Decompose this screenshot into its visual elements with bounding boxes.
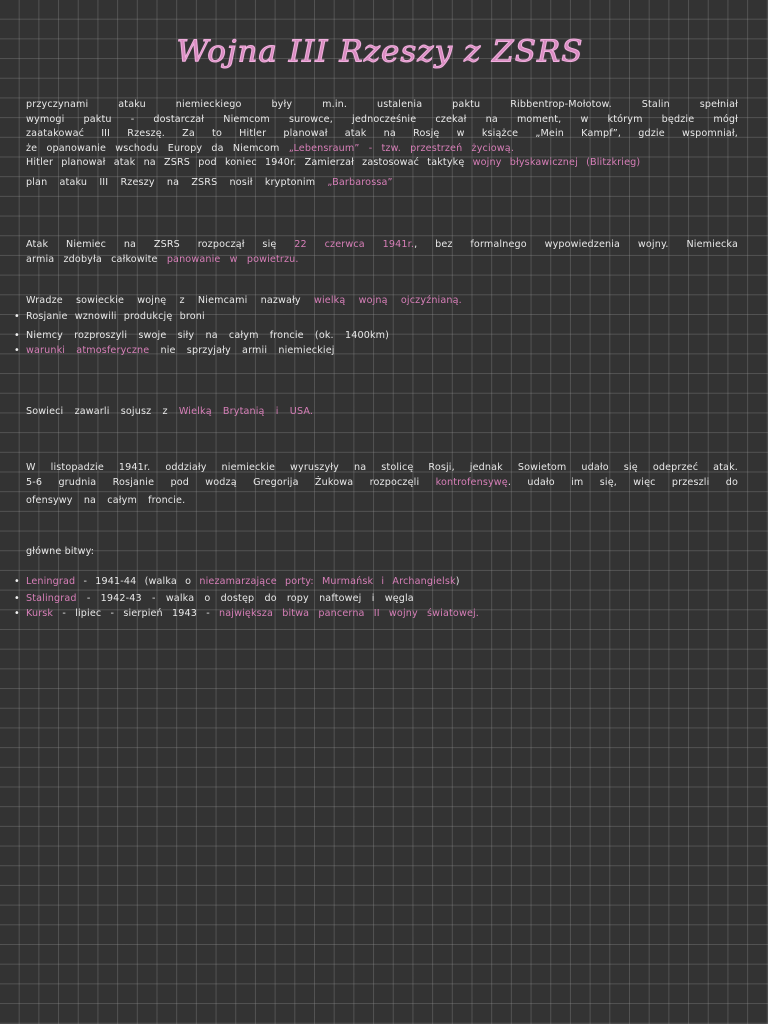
list-item-leningrad (14, 574, 738, 589)
text-line (26, 238, 738, 253)
text-line (26, 294, 738, 309)
bullet-icon: • (14, 576, 20, 587)
text-fragment: . udało im się, więc przeszli do (507, 476, 739, 488)
highlight-allies: Wielką Brytanią i USA. (178, 406, 314, 417)
battle-details: - lipiec - sierpień 1943 - (53, 608, 220, 619)
highlight-lebensraum: „Lebensraum” - tzw. przestrzeń życiową. (288, 142, 515, 154)
text-line: ofensywy na całym froncie. (26, 495, 186, 506)
highlight-patriotic-war: wielką wojną ojczyźnianą. (313, 295, 462, 306)
list-item (14, 309, 738, 324)
text-line: zaatakować III Rzeszę. Za to Hitler planował atak na Rosję w książce „Mein Kampf”, gdzie wspomniał, (26, 128, 738, 139)
list-item-kursk (14, 606, 738, 621)
battle-details: - 1942-43 - walka o dostęp do ropy naftowej i węgla (76, 593, 414, 604)
paragraph-counteroffensive (26, 461, 738, 509)
paragraph-patriotic-war (26, 294, 738, 309)
text-line (26, 405, 738, 420)
text-line (26, 142, 738, 157)
battle-name: Leningrad (26, 576, 76, 587)
text-fragment: Atak Niemiec na ZSRS rozpoczął się (26, 239, 295, 250)
text-line: główne bitwy: (26, 546, 95, 557)
text-line (26, 476, 738, 491)
highlight-air-superiority: panowanie w powietrzu. (166, 253, 299, 265)
battle-highlight: niezamarzające porty: Murmańsk i Archangielsk (199, 576, 456, 587)
list-item (14, 343, 738, 358)
highlight-counteroffensive: kontrofensywę (435, 476, 508, 488)
paragraph-attack (26, 238, 738, 267)
text-line (26, 176, 738, 191)
list-item-text: Rosjanie wznowili produkcję broni (26, 311, 205, 322)
highlight-barbarossa: „Barbarossa” (327, 176, 393, 188)
list-item (14, 328, 738, 343)
battle-name: Kursk (26, 608, 54, 619)
bullet-icon: • (14, 330, 20, 341)
text-fragment: że opanowanie wschodu Europy da Niemcom (26, 142, 289, 154)
bullet-icon: • (14, 311, 20, 322)
text-fragment: Hitler planował atak na ZSRS pod koniec 1940r. Zamierzał zastosować taktykę (26, 157, 473, 168)
text-fragment: armia zdobyła całkowite (26, 253, 167, 265)
text-fragment: Wradze sowieckie wojnę z Niemcami nazwały (26, 295, 314, 306)
text-fragment: , bez formalnego wypowiedzenia wojny. Niemiecka (414, 239, 738, 250)
text-line (26, 253, 738, 268)
list-item-text: nie sprzyjały armii niemieckiej (149, 345, 335, 356)
list-item-stalingrad (14, 591, 738, 606)
text-line: przyczynami ataku niemieckiego były m.in. ustalenia paktu Ribbentrop-Mołotow. Stalin spełniał (26, 99, 738, 110)
paragraph-alliance (26, 405, 738, 420)
battle-details: - 1941-44 (walka o (75, 576, 200, 587)
battle-name: Stalingrad (26, 593, 77, 604)
page-title: Wojna III Rzeszy z ZSRS (176, 34, 584, 70)
bullet-icon: • (14, 608, 20, 619)
text-fragment: 5-6 grudnia Rosjanie pod wodzą Gregorija Żukowa rozpoczęli (26, 476, 436, 488)
list-item-text: Niemcy rozproszyli swoje siły na całym froncie (ok. 1400km) (26, 330, 390, 341)
text-fragment: plan ataku III Rzeszy na ZSRS nosił kryptonim (26, 176, 328, 188)
highlight-blitzkrieg: wojny błyskawicznej (Blitzkrieg) (472, 157, 641, 168)
highlight-date: 22 czerwca 1941r. (294, 239, 415, 250)
bullet-icon: • (14, 345, 20, 356)
battles-list (14, 574, 738, 621)
paragraph-causes (26, 98, 738, 190)
text-line (26, 156, 738, 171)
battle-details: ) (455, 576, 460, 587)
battles-heading (26, 545, 738, 560)
highlight-weather: warunki atmosferyczne (26, 345, 150, 356)
battle-highlight: największa bitwa pancerna II wojny światowej. (219, 608, 480, 619)
text-fragment: Sowieci zawarli sojusz z (26, 406, 179, 417)
bullet-icon: • (14, 593, 20, 604)
text-line: W listopadzie 1941r. oddziały niemieckie wyruszyły na stolicę Rosji, jednak Sowietom udało się odeprzeć atak. (26, 462, 738, 473)
reasons-list (14, 309, 738, 358)
text-line: wymogi paktu - dostarczał Niemcom surowce, jednocześnie czekał na moment, w którym będzie mógł (26, 113, 738, 125)
